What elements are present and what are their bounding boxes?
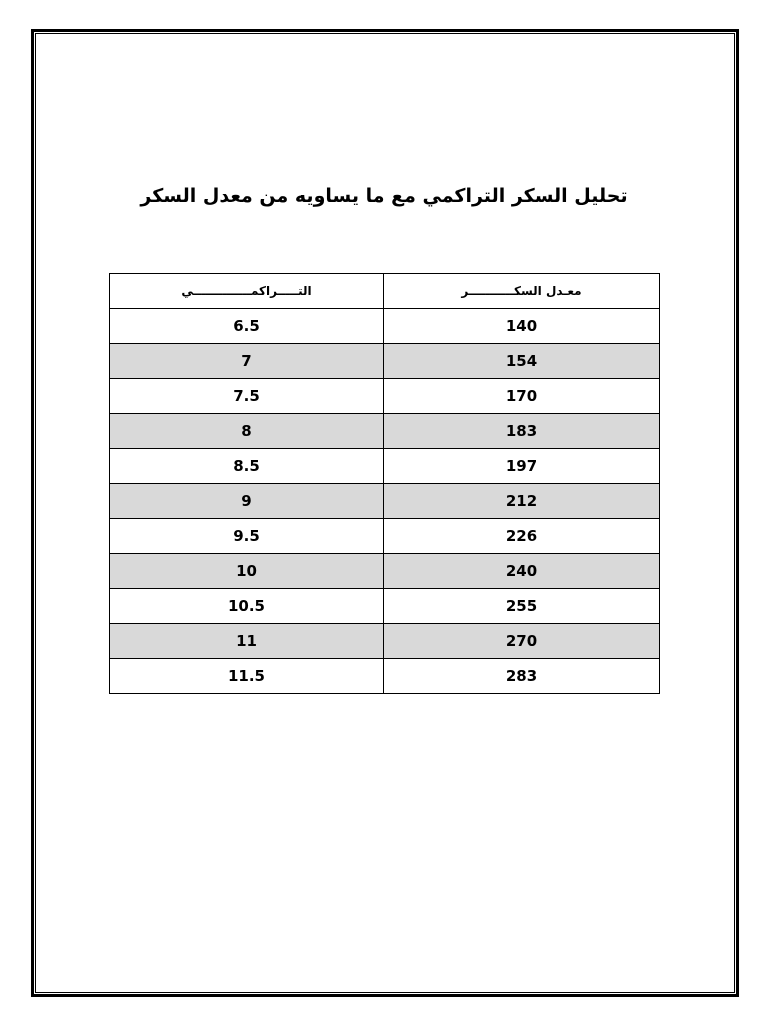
table-row: [110, 414, 660, 449]
table-row: [110, 624, 660, 659]
table-row: [110, 659, 660, 694]
cell-average-sugar: 183: [384, 414, 660, 449]
cell-average-sugar: 212: [384, 484, 660, 519]
cell-hba1c: 11: [110, 624, 384, 659]
cell-hba1c: 10.5: [110, 589, 384, 624]
table-row: [110, 554, 660, 589]
cell-hba1c: 6.5: [110, 309, 384, 344]
page-title: تحليل السكر التراكمي مع ما يساويه من معدل السكر: [140, 185, 628, 207]
table-row: [110, 484, 660, 519]
cell-average-sugar: 283: [384, 659, 660, 694]
cell-hba1c: 8: [110, 414, 384, 449]
cell-average-sugar: 140: [384, 309, 660, 344]
cell-hba1c: 10: [110, 554, 384, 589]
cell-hba1c: 9.5: [110, 519, 384, 554]
cell-average-sugar: 226: [384, 519, 660, 554]
header-average-sugar: معـدل السكـــــــــــر: [384, 274, 660, 309]
cell-hba1c: 11.5: [110, 659, 384, 694]
cell-average-sugar: 270: [384, 624, 660, 659]
cell-hba1c: 7: [110, 344, 384, 379]
cell-average-sugar: 255: [384, 589, 660, 624]
cell-hba1c: 9: [110, 484, 384, 519]
table-header-row: [110, 274, 660, 309]
table-row: [110, 379, 660, 414]
cell-average-sugar: 197: [384, 449, 660, 484]
table-row: [110, 449, 660, 484]
cell-average-sugar: 154: [384, 344, 660, 379]
header-hba1c: التـــــراكمــــــــــــــي: [110, 274, 384, 309]
cell-hba1c: 7.5: [110, 379, 384, 414]
cell-hba1c: 8.5: [110, 449, 384, 484]
table-row: [110, 589, 660, 624]
sugar-conversion-table: [109, 273, 660, 694]
table-row: [110, 309, 660, 344]
table-row: [110, 519, 660, 554]
table-row: [110, 344, 660, 379]
cell-average-sugar: 240: [384, 554, 660, 589]
cell-average-sugar: 170: [384, 379, 660, 414]
